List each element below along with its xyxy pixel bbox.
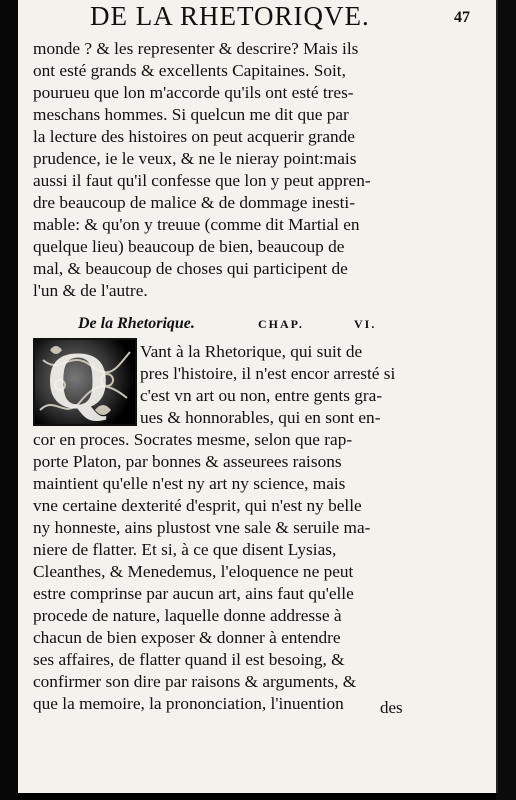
scan-left-edge [0,0,18,800]
catchword: des [380,698,403,717]
running-head: DE LA RHETORIQVE. [90,1,370,31]
dropcap-letter: Q [46,338,110,426]
chapter-heading [78,315,438,337]
decorated-initial [33,338,137,426]
chapter-number: VI. [354,317,377,331]
chapter-opening-lines [140,341,414,429]
text-line: ont esté grands & excellents Capitaines. Soit, [33,61,346,80]
text-line: dre beaucoup de malice & de dommage inesti- [33,193,355,212]
text-line: aussi il faut qu'il confesse que lon y peut appren- [33,171,371,190]
chapter-label: CHAP. [258,317,304,331]
text-line: que la memoire, la prononciation, l'inuention [33,694,344,713]
text-line: c'est vn art ou non, entre gents gra- [140,386,383,405]
text-line: ues & honnorables, qui en sont en- [140,408,381,427]
text-line: procede de nature, laquelle donne addresse à [33,606,342,625]
text-line: chacun de bien exposer & donner à entendre [33,628,341,647]
chapter-title: De la Rhetorique. [78,315,195,332]
text-line: niere de flatter. Et si, à ce que disent Lysias, [33,540,337,559]
scan-right-edge [496,0,516,800]
top-paragraph [33,38,415,302]
text-line: maintient qu'elle n'est ny art ny science, mais [33,474,346,493]
text-line: estre comprinse par aucun art, ains faut qu'elle [33,584,354,603]
text-line: mable: & qu'on y treuue (comme dit Martial en [33,215,360,234]
text-line: Cleanthes, & Menedemus, l'eloquence ne peut [33,562,354,581]
text-line: monde ? & les representer & descrire? Mais ils [33,39,359,58]
text-line: confirmer son dire par raisons & arguments, & [33,672,357,691]
text-line: quelque lieu) beaucoup de bien, beaucoup de [33,237,345,256]
text-line: ses affaires, de flatter quand il est besoing, & [33,650,345,669]
text-line: pres l'histoire, il n'est encor arresté si [140,364,396,383]
page-header [70,1,470,34]
text-line: pourueu que lon m'accorde qu'ils ont esté tres- [33,83,354,102]
text-line: meschans hommes. Si quelcun me dit que par [33,105,349,124]
text-line: l'un & de l'autre. [33,281,148,300]
text-line: vne certaine dexterité d'esprit, qui n'est ny belle [33,496,362,515]
page-number: 47 [454,9,470,26]
text-line: porte Platon, par bonnes & asseurees raisons [33,452,342,471]
text-line: la lecture des histoires on peut acquerir grande [33,127,355,146]
text-line: ny honneste, ains plustost vne sale & seruile ma- [33,518,371,537]
text-line: mal, & beaucoup de choses qui participent de [33,259,348,278]
text-line: cor en proces. Socrates mesme, selon que rap- [33,430,353,449]
text-line: prudence, ie le veux, & ne le nieray point:mais [33,149,357,168]
text-line: Vant à la Rhetorique, qui suit de [140,342,363,361]
chapter-body [33,429,415,715]
